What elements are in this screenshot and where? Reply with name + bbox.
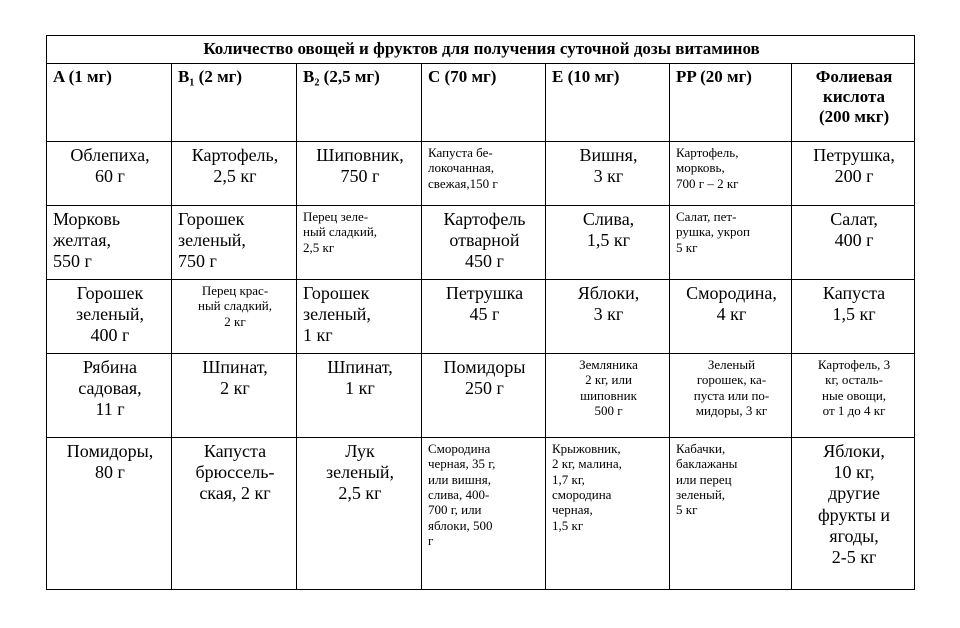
table-cell: Помидоры 250 г xyxy=(422,354,546,438)
table-cell: Яблоки, 3 кг xyxy=(546,280,670,354)
table-cell: Петрушка 45 г xyxy=(422,280,546,354)
table-cell: Картофель, 2,5 кг xyxy=(172,142,297,206)
table-cell: Капуста бе- локочанная, свежая,150 г xyxy=(422,142,546,206)
header-vitamin-b2: B₂ (2,5 мг) xyxy=(297,64,422,142)
table-cell: Яблоки, 10 кг, другие фрукты и ягоды, 2-5 кг xyxy=(792,438,915,590)
table-cell: Смородина, 4 кг xyxy=(670,280,792,354)
header-vitamin-pp: PP (20 мг) xyxy=(670,64,792,142)
table-cell: Шпинат, 1 кг xyxy=(297,354,422,438)
table-row xyxy=(47,280,915,354)
table-row xyxy=(47,206,915,280)
table-cell: Горошек зеленый, 1 кг xyxy=(297,280,422,354)
header-vitamin-e: E (10 мг) xyxy=(546,64,670,142)
table-cell: Салат, пет- рушка, укроп 5 кг xyxy=(670,206,792,280)
table-cell: Картофель, морковь, 700 г – 2 кг xyxy=(670,142,792,206)
table-cell: Петрушка, 200 г xyxy=(792,142,915,206)
table-row xyxy=(47,354,915,438)
table-cell: Кабачки, баклажаны или перец зеленый, 5 кг xyxy=(670,438,792,590)
table-cell: Морковь желтая, 550 г xyxy=(47,206,172,280)
table-cell: Рябина садовая, 11 г xyxy=(47,354,172,438)
table-title: Количество овощей и фруктов для получения суточной дозы витаминов xyxy=(47,36,915,64)
table-cell: Картофель, 3 кг, осталь- ные овощи, от 1 до 4 кг xyxy=(792,354,915,438)
table-cell: Помидоры, 80 г xyxy=(47,438,172,590)
table-cell: Горошек зеленый, 400 г xyxy=(47,280,172,354)
table-cell: Крыжовник, 2 кг, малина, 1,7 кг, смородина черная, 1,5 кг xyxy=(546,438,670,590)
header-folic-acid: Фолиевая кислота (200 мкг) xyxy=(792,64,915,142)
table-cell: Капуста 1,5 кг xyxy=(792,280,915,354)
table-cell: Шпинат, 2 кг xyxy=(172,354,297,438)
table-cell: Слива, 1,5 кг xyxy=(546,206,670,280)
table-cell: Капуста брюссель- ская, 2 кг xyxy=(172,438,297,590)
table-cell: Земляника 2 кг, или шиповник 500 г xyxy=(546,354,670,438)
table-cell: Зеленый горошек, ка- пуста или по- мидоры, 3 кг xyxy=(670,354,792,438)
table-cell: Перец крас- ный сладкий, 2 кг xyxy=(172,280,297,354)
table-cell: Салат, 400 г xyxy=(792,206,915,280)
vitamin-table xyxy=(46,35,915,590)
table-cell: Картофель отварной 450 г xyxy=(422,206,546,280)
table-cell: Перец зеле- ный сладкий, 2,5 кг xyxy=(297,206,422,280)
table-cell: Лук зеленый, 2,5 кг xyxy=(297,438,422,590)
header-vitamin-c: C (70 мг) xyxy=(422,64,546,142)
table-cell: Вишня, 3 кг xyxy=(546,142,670,206)
header-row xyxy=(47,64,915,142)
header-vitamin-b1: B₁ (2 мг) xyxy=(172,64,297,142)
table-cell: Горошек зеленый, 750 г xyxy=(172,206,297,280)
table-cell: Облепиха, 60 г xyxy=(47,142,172,206)
table-cell: Шиповник, 750 г xyxy=(297,142,422,206)
table-row xyxy=(47,142,915,206)
table-row xyxy=(47,438,915,590)
table-cell: Смородина черная, 35 г, или вишня, слива, 400- 700 г, или яблоки, 500 г xyxy=(422,438,546,590)
header-vitamin-a: A (1 мг) xyxy=(47,64,172,142)
